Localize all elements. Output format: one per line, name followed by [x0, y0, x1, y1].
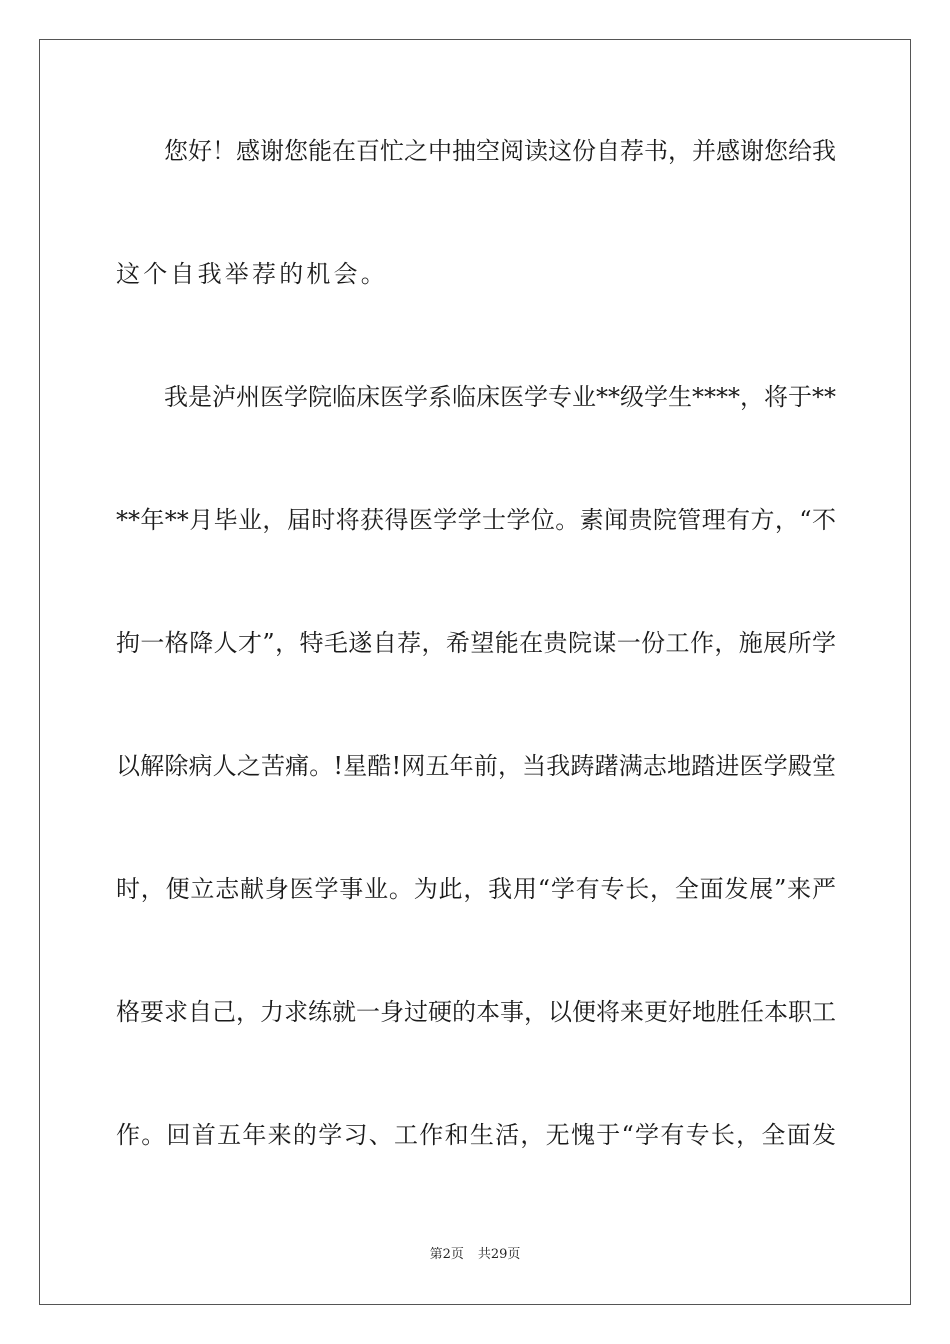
page-border — [39, 39, 911, 1305]
page-footer — [0, 1246, 950, 1264]
paragraph-2-line-3: 拘一格降人才”，特毛遂自荐，希望能在贵院谋一份工作，施展所学 — [116, 629, 836, 657]
paragraph-2-line-5: 时，便立志献身医学事业。为此，我用“学有专长，全面发展”来严 — [116, 875, 836, 903]
paragraph-1-line-2: 这个自我举荐的机会。 — [116, 260, 388, 288]
page-total: 共29页 — [477, 1247, 521, 1262]
paragraph-2-line-6: 格要求自己，力求练就一身过硬的本事，以便将来更好地胜任本职工 — [116, 998, 836, 1026]
paragraph-2-line-1: 我是泸州医学院临床医学系临床医学专业**级学生****，将于** — [164, 383, 836, 411]
page-number: 第2页 — [429, 1247, 464, 1262]
paragraph-2-line-2: **年**月毕业，届时将获得医学学士学位。素闻贵院管理有方，“不 — [116, 506, 836, 534]
paragraph-2-line-7: 作。回首五年来的学习、工作和生活，无愧于“学有专长，全面发 — [116, 1121, 836, 1149]
paragraph-1-line-1: 您好！感谢您能在百忙之中抽空阅读这份自荐书，并感谢您给我 — [164, 137, 836, 165]
paragraph-2-line-4: 以解除病人之苦痛。!星酷!网五年前，当我踌躇满志地踏进医学殿堂 — [116, 752, 836, 780]
